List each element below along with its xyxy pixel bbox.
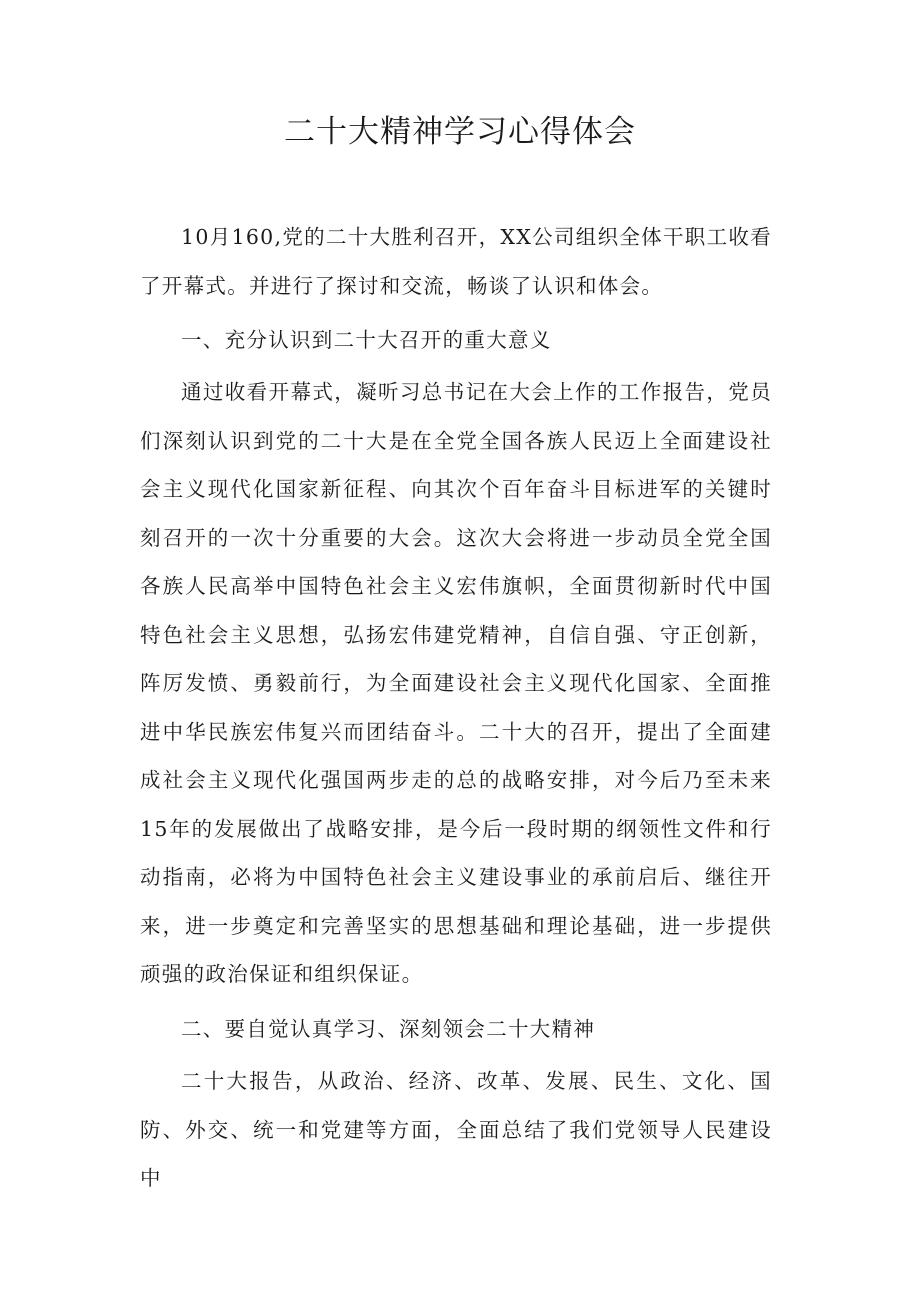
section-1-paragraph: 通过收看开幕式，凝听习总书记在大会上作的工作报告，党员们深刻认识到党的二十大是在全党全国各族人民迈上全面建设社会主义现代化国家新征程、向其次个百年奋斗目标进军的关键时刻召开的一次十分重要的大会。这次大会将进一步动员全党全国各族人民高举中国特色社会主义宏伟旗帜，全面贯彻新时代中国特色社会主义思想，弘扬宏伟建党精神，自信自强、守正创新，阵厉发愤、勇毅前行，为全面建设社会主义现代化国家、全面推进中华民族宏伟复兴而团结奋斗。二十大的召开，提出了全面建成社会主义现代化强国两步走的总的战略安排，对今后乃至未来15年的发展做出了战略安排，是今后一段时期的纲领性文件和行动指南，必将为中国特色社会主义建设事业的承前启后、继往开来，进一步奠定和完善坚实的思想基础和理论基础，进一步提供顽强的政治保证和组织保证。 xyxy=(140,380,772,986)
section-heading-2: 二、要自觉认真学习、深刻领会二十大精神 xyxy=(181,1017,596,1041)
section-2-paragraph: 二十大报告，从政治、经济、改革、发展、民生、文化、国防、外交、统一和党建等方面，全面总结了我们党领导人民建设中 xyxy=(140,1069,772,1190)
document-title: 二十大精神学习心得体会 xyxy=(284,114,636,150)
section-heading-1: 一、充分认识到二十大召开的重大意义 xyxy=(181,328,552,352)
intro-paragraph: 10月160,党的二十大胜利召开，XX公司组织全体干职工收看了开幕式。并进行了探讨和交流，畅谈了认识和体会。 xyxy=(140,225,772,298)
